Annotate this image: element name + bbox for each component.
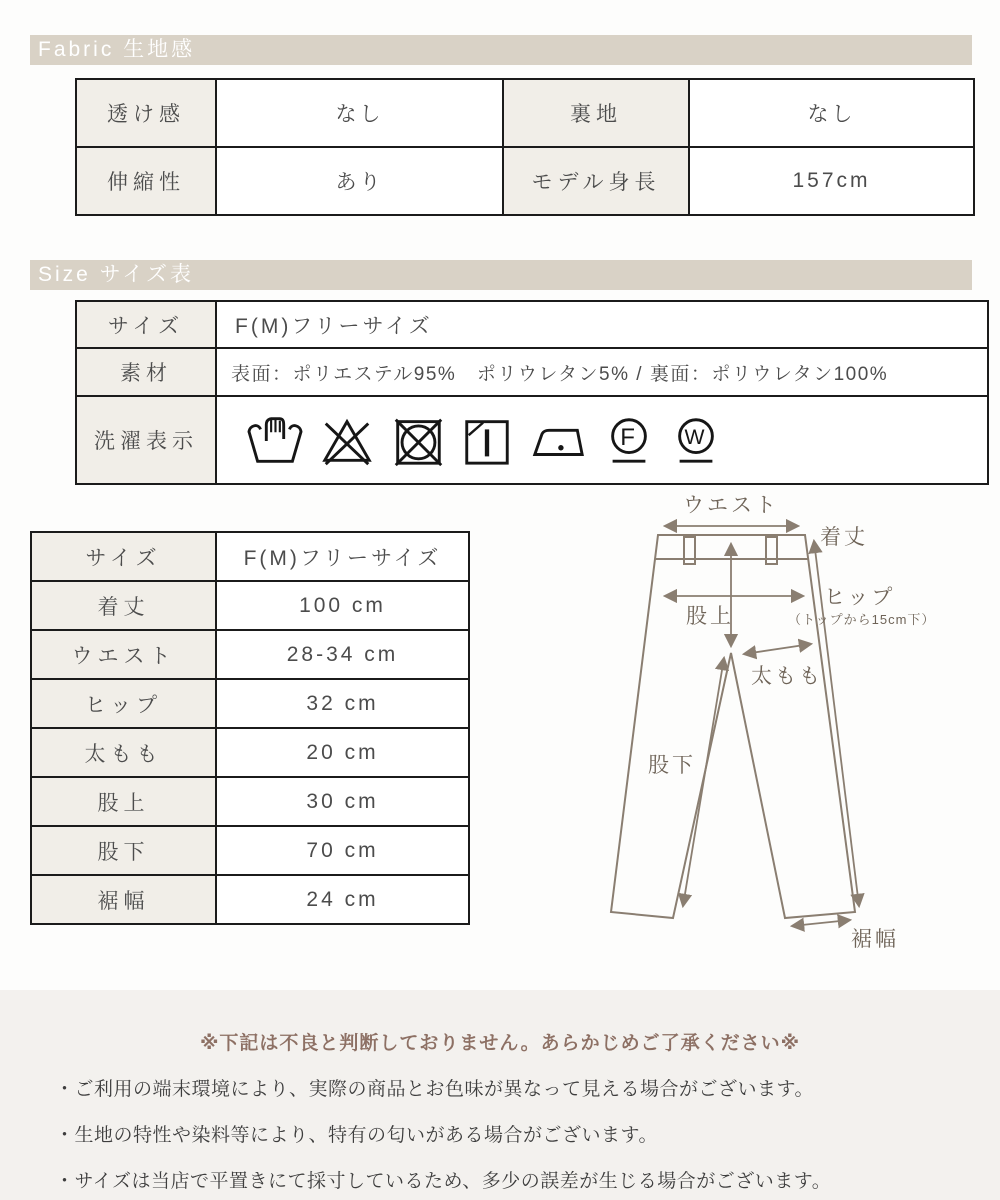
fabric-sheerness-value: なし [216, 79, 503, 147]
table-row [31, 532, 469, 581]
table-row [31, 826, 469, 875]
size-section-header: Size サイズ表 [30, 260, 972, 290]
do-not-bleach-icon [318, 411, 376, 469]
measure-length-value: 100 cm [216, 581, 469, 630]
disclaimer-item: ・ご利用の端末環境により、実際の商品とお色味が異なって見える場合がございます。 [55, 1079, 814, 1100]
measure-rise-value: 30 cm [216, 777, 469, 826]
table-row [76, 396, 988, 484]
do-not-tumble-dry-icon [389, 411, 447, 469]
disclaimer-section [0, 990, 1000, 1200]
measure-hip-value: 32 cm [216, 679, 469, 728]
table-row [31, 581, 469, 630]
measure-waist-value: 28-34 cm [216, 630, 469, 679]
material-label: 素材 [76, 348, 216, 396]
table-row [31, 679, 469, 728]
diagram-hip-label: ヒップ [824, 586, 896, 609]
disclaimer-item: ・生地の特性や染料等により、特有の匂いがある場合がございます。 [55, 1125, 658, 1146]
table-row [31, 630, 469, 679]
dry-clean-petroleum-icon [602, 411, 656, 469]
fabric-lining-label: 裏地 [503, 79, 689, 147]
measure-length-label: 着丈 [31, 581, 216, 630]
wet-clean-gentle-icon [669, 411, 723, 469]
disclaimer-headline: ※下記は不良と判断しておりません。あらかじめご了承ください※ [199, 1033, 801, 1054]
care-label: 洗濯表示 [76, 396, 216, 484]
measure-size-value: F(M)フリーサイズ [216, 532, 469, 581]
disclaimer-item: ・サイズは当店で平置きにて採寸しているため、多少の誤差が生じる場合がございます。 [55, 1171, 832, 1192]
dry-clean-letter: F [620, 423, 638, 451]
fabric-lining-value: なし [689, 79, 974, 147]
diagram-thigh-label: 太もも [751, 665, 823, 688]
line-dry-in-shade-icon [460, 411, 514, 469]
measurements-table [30, 531, 470, 925]
wet-clean-letter: W [684, 425, 708, 449]
fabric-table [75, 78, 975, 216]
size-info-table [75, 300, 989, 485]
table-row [31, 875, 469, 924]
diagram-rise-label: 股上 [686, 605, 734, 628]
fabric-stretch-label: 伸縮性 [76, 147, 216, 215]
measure-inseam-value: 70 cm [216, 826, 469, 875]
hem-arrow [792, 920, 850, 926]
model-height-label: モデル身長 [503, 147, 689, 215]
measure-thigh-label: 太もも [31, 728, 216, 777]
measure-size-label: サイズ [31, 532, 216, 581]
care-symbols-row [235, 411, 986, 469]
table-row [76, 147, 974, 215]
diagram-waist-label: ウエスト [683, 494, 779, 517]
iron-low-heat-icon [527, 411, 589, 469]
diagram-hip-note: （トップから15cm下） [788, 612, 936, 627]
fabric-section-header: Fabric 生地感 [30, 35, 972, 65]
measure-waist-label: ウエスト [31, 630, 216, 679]
measure-rise-label: 股上 [31, 777, 216, 826]
fabric-stretch-value: あり [216, 147, 503, 215]
table-row [76, 301, 988, 348]
size-value: F(M)フリーサイズ [216, 301, 988, 348]
measure-hip-label: ヒップ [31, 679, 216, 728]
pants-measurement-diagram [608, 480, 998, 958]
measure-hem-label: 裾幅 [31, 875, 216, 924]
diagram-inseam-label: 股下 [648, 754, 696, 777]
pants-outline [611, 535, 855, 918]
hand-wash-icon [245, 411, 305, 469]
table-row [31, 728, 469, 777]
table-row [76, 348, 988, 396]
size-label: サイズ [76, 301, 216, 348]
table-row [76, 79, 974, 147]
measure-hem-value: 24 cm [216, 875, 469, 924]
model-height-value: 157cm [689, 147, 974, 215]
diagram-hem-label: 裾幅 [851, 928, 899, 951]
measure-inseam-label: 股下 [31, 826, 216, 875]
fabric-sheerness-label: 透け感 [76, 79, 216, 147]
measure-thigh-value: 20 cm [216, 728, 469, 777]
diagram-length-label: 着丈 [820, 526, 868, 549]
care-symbols-cell [216, 396, 988, 484]
table-row [31, 777, 469, 826]
material-value: 表面：ポリエステル95% ポリウレタン5% / 裏面：ポリウレタン100% [216, 348, 988, 396]
